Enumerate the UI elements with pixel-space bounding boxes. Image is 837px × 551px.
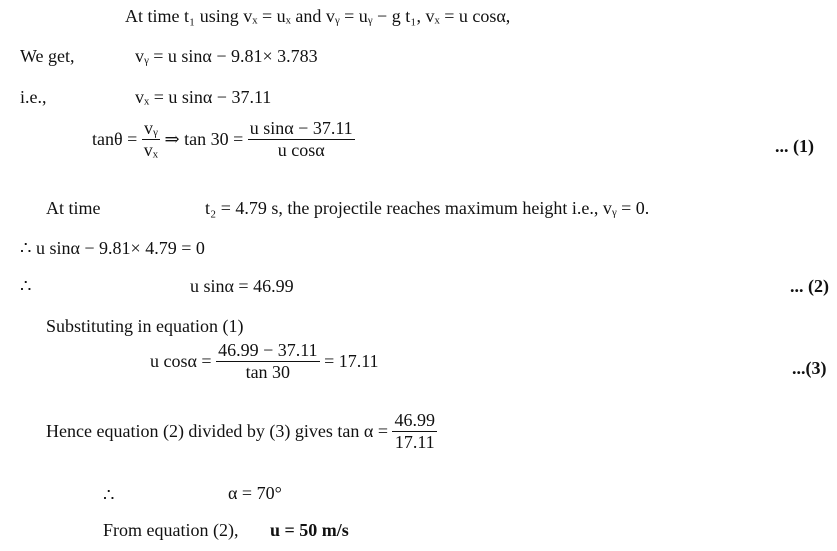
label-ie (20, 87, 47, 108)
therefore-symbol-2 (103, 485, 114, 506)
ref-3-text: ...(3) (792, 358, 827, 378)
equation-u-sin-alpha (190, 276, 294, 297)
ie-text: i.e., (20, 87, 47, 107)
line-time-t1 (125, 6, 510, 27)
therefore-symbol (20, 276, 31, 297)
alpha-result-text: α = 70° (228, 483, 282, 503)
equation-u-cos-alpha (150, 340, 379, 383)
label-we-get (20, 46, 75, 67)
fraction-denominator: vₓ (143, 139, 158, 160)
substituting-text: Substituting in equation (1) (46, 316, 244, 336)
therefore-glyph: ∴ (20, 276, 32, 296)
we-get-text: We get, (20, 46, 75, 66)
t2-max-height-text: t₂ = 4.79 s, the projectile reaches maximum height i.e., vᵧ = 0. (205, 198, 650, 218)
fraction-numerator: vᵧ (142, 118, 160, 140)
equation-ref-1 (775, 136, 814, 157)
line-at-time (46, 198, 101, 219)
vx-expression: vₓ = u sinα − 37.11 (135, 87, 272, 107)
text-time-t1-relations: At time t₁ using vₓ = uₓ and vᵧ = uᵧ − g t₁, vₓ = u cosα, (125, 6, 511, 26)
hence-text: Hence equation (2) divided by (3) gives tan α = (46, 421, 388, 442)
fraction-numerator: 46.99 − 37.11 (218, 340, 318, 360)
at-time-text: At time (46, 198, 101, 218)
tan-theta-lhs: tanθ = (92, 129, 138, 150)
fraction-vy-over-vx (142, 118, 160, 161)
line-from-equation-2 (103, 520, 238, 541)
therefore-glyph-2: ∴ (103, 485, 115, 505)
ref-1-text: ... (1) (775, 136, 814, 156)
line-substituting (46, 316, 244, 337)
from-eq2-text: From equation (2), (103, 520, 239, 540)
fraction-tan30 (248, 118, 355, 161)
fraction-u-cos (216, 340, 319, 383)
equation-alpha-result (228, 483, 282, 504)
equation-ref-3 (792, 358, 827, 379)
fraction-denominator: 17.11 (394, 431, 435, 452)
fraction-tan-alpha (392, 410, 437, 453)
u-sin-alpha-text: u sinα = 46.99 (190, 276, 294, 296)
fraction-denominator: tan 30 (245, 361, 291, 382)
equation-ref-2 (790, 276, 829, 297)
tan30-relation: ⇒ tan 30 = (164, 129, 244, 150)
u-cos-result: = 17.11 (324, 351, 379, 372)
ref-2-text: ... (2) (790, 276, 829, 296)
fraction-numerator: 46.99 (394, 410, 435, 430)
line-t2-max-height (205, 198, 649, 219)
fraction-numerator: u sinα − 37.11 (249, 118, 353, 138)
vy-expression: vᵧ = u sinα − 9.81× 3.783 (135, 46, 318, 66)
equation-tan-theta (92, 118, 355, 161)
u-cos-lhs: u cosα = (150, 351, 212, 372)
u-sin-zero-text: ∴ u sinα − 9.81× 4.79 = 0 (20, 238, 205, 258)
final-answer-text: u = 50 m/s (270, 520, 349, 540)
equation-vy (135, 46, 318, 67)
equation-u-sin-zero (20, 238, 205, 259)
equation-vx (135, 87, 271, 108)
final-answer (270, 520, 349, 541)
fraction-denominator: u cosα (277, 139, 325, 160)
line-hence (46, 410, 437, 453)
